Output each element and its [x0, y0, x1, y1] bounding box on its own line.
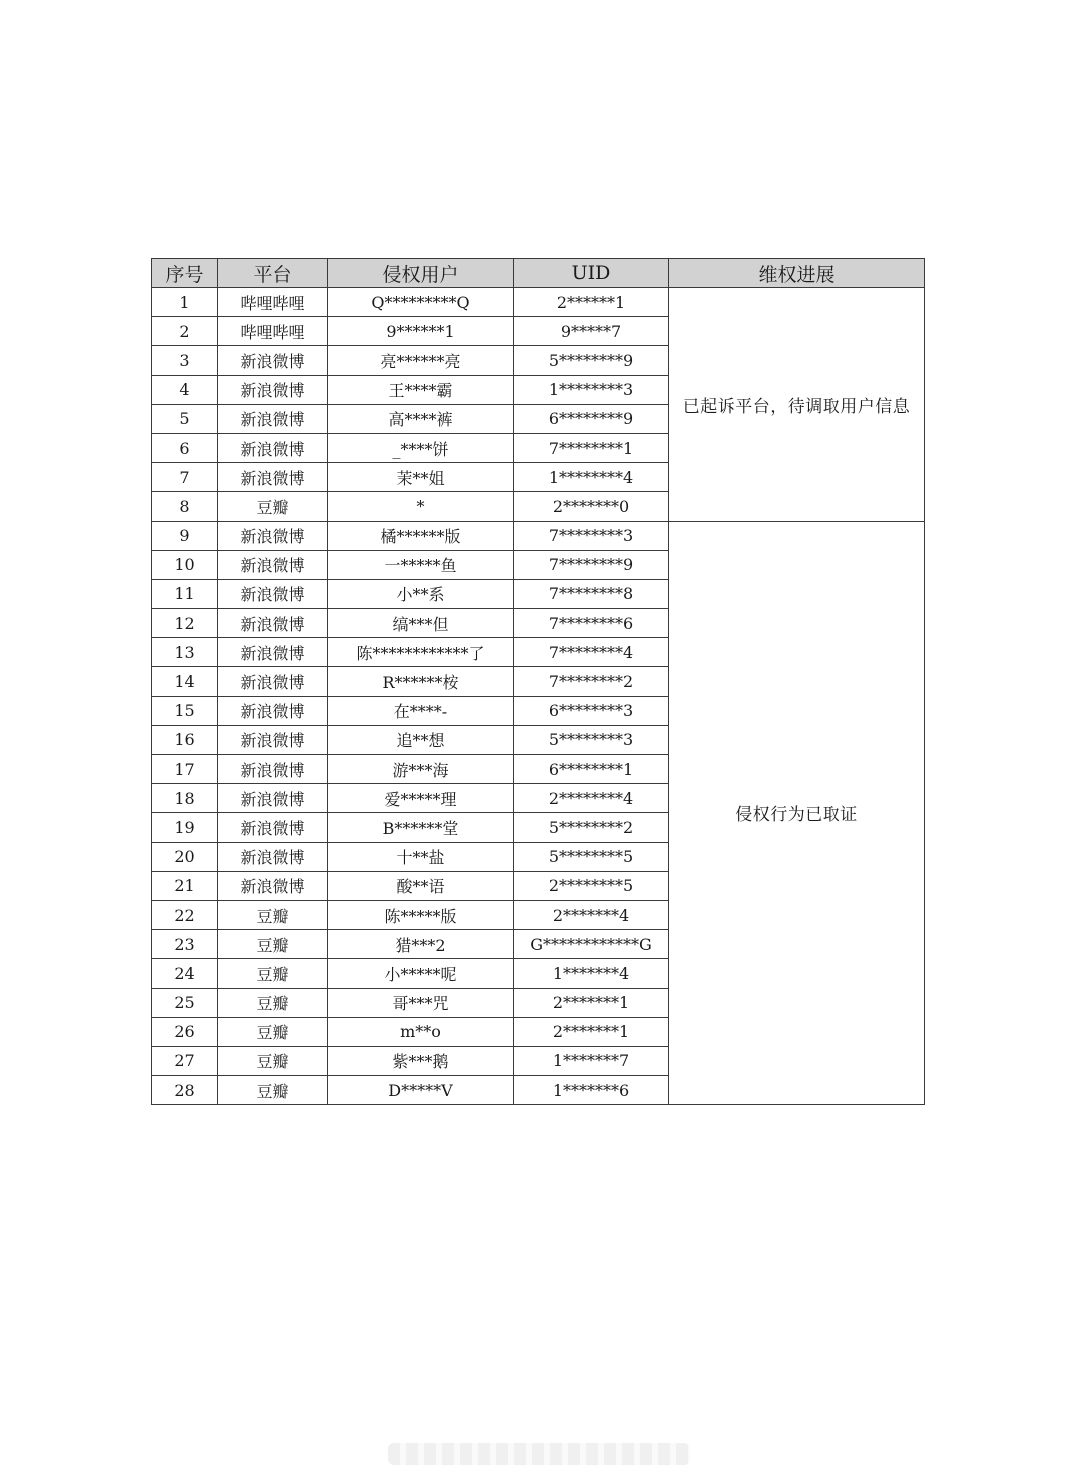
cell-platform: 新浪微博 — [218, 463, 328, 492]
cell-user: R******桉 — [328, 667, 514, 696]
cell-platform: 哔哩哔哩 — [218, 317, 328, 346]
cell-seq: 9 — [152, 521, 218, 550]
cell-platform: 新浪微博 — [218, 871, 328, 900]
cell-platform: 新浪微博 — [218, 667, 328, 696]
cell-user: * — [328, 492, 514, 521]
cell-user: 陈*****版 — [328, 900, 514, 929]
cell-uid: 2*******1 — [514, 988, 669, 1017]
cell-seq: 5 — [152, 404, 218, 433]
cell-uid: 1********3 — [514, 375, 669, 404]
cell-uid: 5********5 — [514, 842, 669, 871]
cell-platform: 新浪微博 — [218, 696, 328, 725]
cell-user: D*****V — [328, 1076, 514, 1105]
cell-seq: 18 — [152, 784, 218, 813]
cell-seq: 7 — [152, 463, 218, 492]
cell-seq: 19 — [152, 813, 218, 842]
cell-user: 亮******亮 — [328, 346, 514, 375]
cell-platform: 新浪微博 — [218, 346, 328, 375]
cell-seq: 21 — [152, 871, 218, 900]
cell-uid: 7********4 — [514, 638, 669, 667]
cell-platform: 豆瓣 — [218, 1046, 328, 1075]
cell-progress: 侵权行为已取证 — [669, 521, 925, 1105]
header-user: 侵权用户 — [328, 259, 514, 288]
cell-platform: 豆瓣 — [218, 492, 328, 521]
cell-seq: 26 — [152, 1017, 218, 1046]
cell-uid: 2********4 — [514, 784, 669, 813]
cell-user: 9******1 — [328, 317, 514, 346]
cell-platform: 豆瓣 — [218, 1017, 328, 1046]
cell-seq: 28 — [152, 1076, 218, 1105]
cell-user: 酸**语 — [328, 871, 514, 900]
cell-platform: 新浪微博 — [218, 433, 328, 462]
header-seq: 序号 — [152, 259, 218, 288]
cell-seq: 22 — [152, 900, 218, 929]
cell-user: B******堂 — [328, 813, 514, 842]
cell-platform: 新浪微博 — [218, 521, 328, 550]
cell-user: 王****霸 — [328, 375, 514, 404]
cell-uid: 7********2 — [514, 667, 669, 696]
cell-user: 十**盐 — [328, 842, 514, 871]
infringement-table — [151, 258, 925, 1105]
cell-uid: 5********9 — [514, 346, 669, 375]
cell-uid: 2********5 — [514, 871, 669, 900]
cell-platform: 新浪微博 — [218, 579, 328, 608]
cell-platform: 新浪微博 — [218, 725, 328, 754]
cell-uid: G************G — [514, 930, 669, 959]
table-row — [152, 521, 925, 550]
cell-user: 橘******版 — [328, 521, 514, 550]
cell-uid: 7********8 — [514, 579, 669, 608]
table-header — [152, 259, 925, 288]
cell-user: 陈************了 — [328, 638, 514, 667]
cell-uid: 5********3 — [514, 725, 669, 754]
cell-uid: 1*******6 — [514, 1076, 669, 1105]
cell-seq: 13 — [152, 638, 218, 667]
cell-platform: 新浪微博 — [218, 550, 328, 579]
cell-platform: 哔哩哔哩 — [218, 288, 328, 317]
cell-seq: 10 — [152, 550, 218, 579]
cell-uid: 7********1 — [514, 433, 669, 462]
cell-user: 小*****呢 — [328, 959, 514, 988]
cell-uid: 5********2 — [514, 813, 669, 842]
cell-user: 高****裤 — [328, 404, 514, 433]
cell-uid: 1*******7 — [514, 1046, 669, 1075]
cell-user: 一*****鱼 — [328, 550, 514, 579]
cell-uid: 1********4 — [514, 463, 669, 492]
cell-platform: 新浪微博 — [218, 813, 328, 842]
cell-seq: 11 — [152, 579, 218, 608]
header-progress: 维权进展 — [669, 259, 925, 288]
cell-uid: 7********6 — [514, 609, 669, 638]
cell-platform: 豆瓣 — [218, 988, 328, 1017]
table-row — [152, 288, 925, 317]
cell-user: m**o — [328, 1017, 514, 1046]
cell-platform: 新浪微博 — [218, 784, 328, 813]
cell-uid: 7********3 — [514, 521, 669, 550]
cell-seq: 2 — [152, 317, 218, 346]
cell-platform: 新浪微博 — [218, 404, 328, 433]
cell-seq: 14 — [152, 667, 218, 696]
cell-uid: 7********9 — [514, 550, 669, 579]
cell-user: 追**想 — [328, 725, 514, 754]
cell-platform: 豆瓣 — [218, 930, 328, 959]
cell-uid: 2*******1 — [514, 1017, 669, 1046]
cell-user: 爱*****理 — [328, 784, 514, 813]
cell-user: Q*********Q — [328, 288, 514, 317]
cell-uid: 9*****7 — [514, 317, 669, 346]
cell-seq: 3 — [152, 346, 218, 375]
cell-platform: 新浪微博 — [218, 842, 328, 871]
cell-seq: 24 — [152, 959, 218, 988]
cell-platform: 新浪微博 — [218, 755, 328, 784]
header-platform: 平台 — [218, 259, 328, 288]
cell-progress: 已起诉平台，待调取用户信息 — [669, 288, 925, 522]
cell-uid: 1*******4 — [514, 959, 669, 988]
cell-seq: 16 — [152, 725, 218, 754]
watermark-strip — [388, 1443, 690, 1465]
cell-user: 茉**姐 — [328, 463, 514, 492]
cell-seq: 15 — [152, 696, 218, 725]
cell-uid: 2******1 — [514, 288, 669, 317]
cell-seq: 8 — [152, 492, 218, 521]
cell-seq: 6 — [152, 433, 218, 462]
cell-user: 小**系 — [328, 579, 514, 608]
cell-user: 在****- — [328, 696, 514, 725]
cell-seq: 20 — [152, 842, 218, 871]
cell-seq: 25 — [152, 988, 218, 1017]
cell-seq: 4 — [152, 375, 218, 404]
cell-seq: 27 — [152, 1046, 218, 1075]
cell-uid: 6********9 — [514, 404, 669, 433]
cell-seq: 1 — [152, 288, 218, 317]
cell-uid: 6********1 — [514, 755, 669, 784]
header-row — [152, 259, 925, 288]
header-uid: UID — [514, 259, 669, 288]
cell-platform: 豆瓣 — [218, 959, 328, 988]
cell-user: 缟***但 — [328, 609, 514, 638]
cell-platform: 新浪微博 — [218, 375, 328, 404]
cell-user: 游***海 — [328, 755, 514, 784]
cell-platform: 豆瓣 — [218, 1076, 328, 1105]
cell-user: 紫***鹅 — [328, 1046, 514, 1075]
cell-uid: 2*******0 — [514, 492, 669, 521]
cell-user: 哥***咒 — [328, 988, 514, 1017]
cell-uid: 6********3 — [514, 696, 669, 725]
cell-platform: 豆瓣 — [218, 900, 328, 929]
cell-user: 猎***2 — [328, 930, 514, 959]
cell-seq: 23 — [152, 930, 218, 959]
table-body — [152, 288, 925, 1105]
cell-seq: 12 — [152, 609, 218, 638]
cell-uid: 2*******4 — [514, 900, 669, 929]
cell-platform: 新浪微博 — [218, 638, 328, 667]
cell-platform: 新浪微博 — [218, 609, 328, 638]
cell-user: _****饼 — [328, 433, 514, 462]
cell-seq: 17 — [152, 755, 218, 784]
